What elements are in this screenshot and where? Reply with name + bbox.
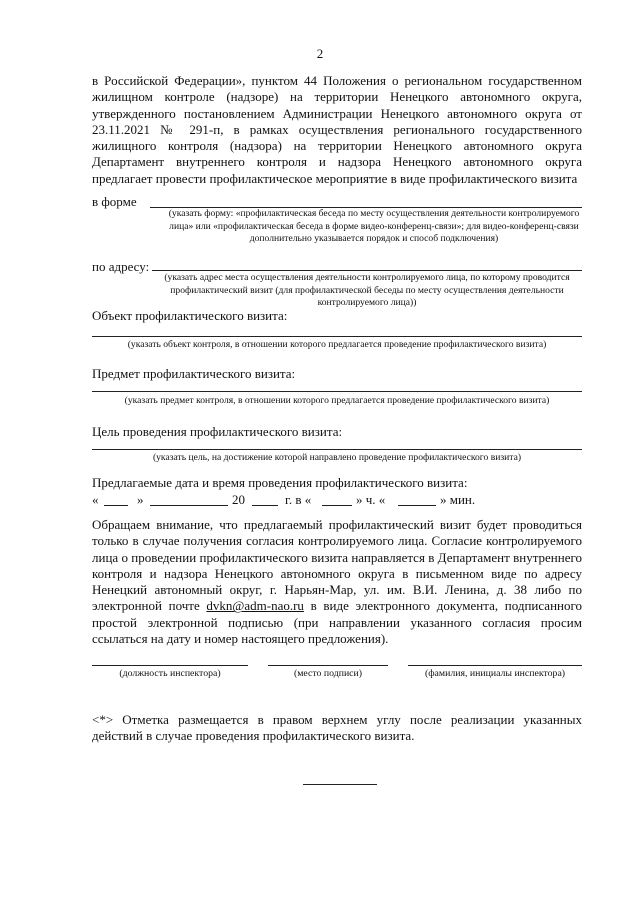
address-label: по адресу: <box>92 259 150 274</box>
hours-suffix: » ч. « <box>356 492 386 507</box>
subject-label: Предмет профилактического визита: <box>92 366 296 381</box>
end-divider <box>303 784 377 785</box>
goal-line <box>92 449 582 450</box>
datetime-open-quote: « <box>92 492 99 507</box>
month-blank <box>150 505 228 506</box>
notice-text-before: Обращаем внимание, что предлагаемый профилактический визит будет проводиться только в случае получения согласия контролируемого лица. Согласие контролируемого лица о проведении профилактического визита направляется в Департамент внутреннего контроля и надзора Ненецкого автономного округа в письменном виде по адресу Ненецкий автономный округ, г. Нарьян-Мар, ул. им. В.И. Ленина, д. 38 либо по электронной почте <box>92 517 582 614</box>
form-label: в форме <box>92 194 137 209</box>
datetime-close-quote: » <box>137 492 144 507</box>
signature-line <box>268 665 388 666</box>
object-hint: (указать объект контроля, в отношении которого предлагается проведение профилактического визита) <box>127 339 547 350</box>
intro-paragraph: в Российской Федерации», пунктом 44 Положения о региональном государственном жилищном контроле (надзоре) на территории Ненецкого автономного округа, утвержденного постановлением Администрации Ненецкого автономного округа от 23.11.2021 № 291-п, в рамках осуществления регионального государственного жилищного контроля (надзора) на территории Ненецкого автономного округа Департамент внутреннего контроля и надзора Ненецкого автономного округа предлагает провести профилактическое мероприятие в виде профилактического визита <box>92 73 582 186</box>
footnote: <*> Отметка размещается в правом верхнем углу после реализации указанных действий в случае проведения профилактического визита. <box>92 712 582 744</box>
name-label: (фамилия, инициалы инспектора) <box>424 668 566 679</box>
form-hint: (указать форму: «профилактическая беседа по месту осуществления деятельности контролируемого лица» или «профилактическая беседа в форме видео-конференц-связи»; для видео-конференц-связи дополнительно указывается порядок и способ подключения) <box>168 208 580 244</box>
object-label: Объект профилактического визита: <box>92 308 288 323</box>
notice-paragraph <box>92 517 582 647</box>
minutes-suffix: » мин. <box>440 492 476 507</box>
year-suffix: г. в « <box>285 492 312 507</box>
day-blank <box>104 505 128 506</box>
subject-line <box>92 391 582 392</box>
notice-text-after: в виде электронного документа, подписанного простой электронной подписью (при направлении указанного согласия просим ссылаться на дату и номер настоящего предложения). <box>92 598 582 647</box>
page-number: 2 <box>316 46 324 61</box>
position-line <box>92 665 248 666</box>
year-blank <box>252 505 278 506</box>
year-prefix: 20 <box>232 492 245 507</box>
goal-label: Цель проведения профилактического визита: <box>92 424 343 439</box>
datetime-label: Предлагаемые дата и время проведения профилактического визита: <box>92 475 468 490</box>
address-line <box>152 270 582 271</box>
goal-hint: (указать цель, на достижение которой направлено проведение профилактического визита) <box>152 452 522 463</box>
name-line <box>408 665 582 666</box>
minutes-blank <box>398 505 436 506</box>
object-line <box>92 336 582 337</box>
email-link[interactable]: dvkn@adm-nao.ru <box>206 598 304 614</box>
address-hint: (указать адрес места осуществления деятельности контролируемого лица, по которому проводится профилактический визит (для профилактической беседы по месту осуществления деятельности контролируемого лица)) <box>164 272 570 308</box>
position-label: (должность инспектора) <box>119 668 221 679</box>
signature-place-label: (место подписи) <box>293 668 363 679</box>
hours-blank <box>322 505 352 506</box>
subject-hint: (указать предмет контроля, в отношении которого предлагается проведение профилактического визита) <box>124 395 550 406</box>
